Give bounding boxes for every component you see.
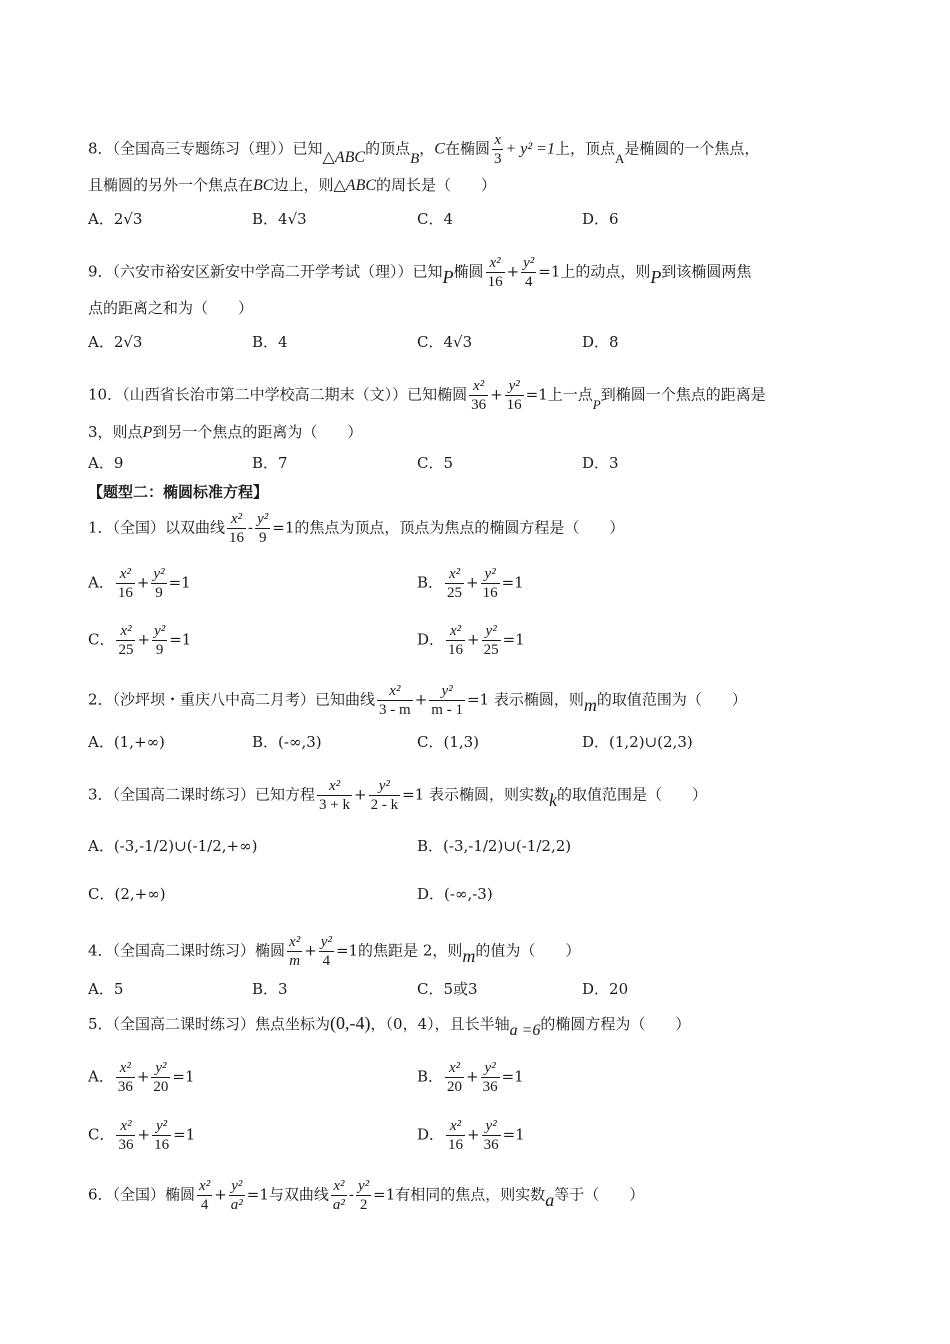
t6-text: 6．（全国）椭圆 <box>88 1185 196 1204</box>
option-label: A． <box>88 573 114 592</box>
option-label: D． <box>417 630 445 649</box>
frac-den: 9 <box>155 585 163 601</box>
q10-fraction-x <box>469 377 488 414</box>
frac-num: y² <box>369 777 401 796</box>
t3-fraction-x <box>317 777 352 814</box>
t5-text: ，（0，4），且长半轴 <box>370 1015 510 1033</box>
op: + <box>136 1067 150 1086</box>
q8-text: 的顶点 <box>365 139 411 158</box>
t2-line1: 2．（沙坪坝・重庆八中高二月考）已知曲线 $\frac{\text{x²}}{3 - m}$ + $\frac{\text{y²}}{m - 1}$ =1 表示椭圆，则m的取值范围为（ ） <box>88 683 747 718</box>
q10-text: 10．（山西省长治市第二中学校高二期末（文））已知椭圆 <box>88 385 468 404</box>
frac-den: 16 <box>487 274 503 290</box>
frac-num: x² <box>446 1117 465 1136</box>
frac-num: y² <box>153 566 165 582</box>
frac-den: 4 <box>200 1197 209 1213</box>
t3-fraction-y <box>369 777 401 814</box>
frac-num: x² <box>116 1059 135 1078</box>
frac-num: y² <box>482 1117 501 1136</box>
q8-text: 是椭圆的一个焦点， <box>624 139 760 158</box>
t4-fraction-y <box>319 933 334 970</box>
frac-den: 16 <box>229 530 245 546</box>
frac-num: y² <box>482 622 501 641</box>
t6-var-a: a <box>545 1189 555 1210</box>
eq: =1 <box>172 1067 195 1086</box>
t5-option-b[interactable] <box>417 1059 524 1096</box>
q8-line2 <box>88 174 496 197</box>
q9-text: 到该椭圆两焦 <box>661 262 752 281</box>
t1-text: 1．（全国）以双曲线 <box>88 518 226 537</box>
frac-num: y² <box>481 565 500 584</box>
option-label: B． <box>417 1067 444 1086</box>
frac-num: x² <box>317 777 352 796</box>
frac-num: y² <box>229 1177 245 1196</box>
q8-vertex-b: B <box>410 150 420 167</box>
q10-option-b[interactable]: B．7 <box>252 454 288 472</box>
t4-text: 4．（全国高二课时练习）椭圆 <box>88 941 286 960</box>
eq: =1 <box>502 630 525 649</box>
t6-text: 等于（ ） <box>554 1185 645 1204</box>
frac-x <box>116 622 135 659</box>
t6-fraction-1 <box>197 1177 212 1214</box>
frac-den: m - 1 <box>431 702 463 718</box>
t4-option-d[interactable]: D．20 <box>582 980 629 998</box>
frac-num: x² <box>116 622 135 641</box>
t4-var-m: m <box>462 945 476 966</box>
t1-text: =1的焦点为顶点，顶点为焦点的椭圆方程是（ ） <box>272 518 625 537</box>
t5-option-d[interactable] <box>417 1117 525 1154</box>
q9-option-b[interactable]: B．4 <box>252 333 288 351</box>
frac-x <box>446 622 465 659</box>
frac-num: y² <box>523 255 535 271</box>
frac-den: 36 <box>482 1079 498 1095</box>
t1-option-b[interactable] <box>417 565 524 602</box>
frac-den: 3 + k <box>319 797 351 813</box>
q8-comma: ， <box>419 139 435 158</box>
q10-text: 到椭圆一个焦点的距离是 <box>600 385 766 404</box>
frac-den: 16 <box>448 1137 464 1153</box>
t3-text: =1 表示椭圆，则实数 <box>402 785 549 804</box>
t3-line1: 3．（全国高二课时练习）已知方程 $\frac{\text{x²}}{3 + k}$ + $\frac{\text{y²}}{2 - k}$ =1 表示椭圆，则实数k的取值范围是（ ） <box>88 778 707 813</box>
frac-x <box>116 565 135 602</box>
frac-den: 2 - k <box>370 797 399 813</box>
frac-num: x² <box>446 622 465 641</box>
op: + <box>137 630 151 649</box>
q10-point-p: P <box>592 396 601 412</box>
t5-option-a[interactable] <box>88 1059 195 1096</box>
frac-den: 36 <box>118 1137 134 1153</box>
frac-den: 36 <box>471 397 487 413</box>
q8-fraction <box>492 131 504 168</box>
q8-option-b[interactable]: B．4√3 <box>252 210 307 228</box>
op: + <box>136 573 150 592</box>
q9-line1: 9．（六安市裕安区新安中学高二开学考试（理））已知P椭圆 $\frac{\text{x²}}{16}$ + $\frac{\text{y²}}{4}$ =1上的动点，则P到该椭圆两焦 <box>88 255 752 290</box>
q8-triangle: △ABC <box>333 177 377 194</box>
q9-line2: 点的距离之和为（ ） <box>88 299 254 317</box>
q10-text: =1上一点 <box>525 385 593 404</box>
frac-den: 4 <box>524 274 533 290</box>
t6-fraction-4 <box>356 1177 371 1214</box>
t1-option-d[interactable] <box>417 622 525 659</box>
op: + <box>467 1125 480 1144</box>
t3-option-c[interactable]: C．(2,+∞) <box>88 885 166 903</box>
frac-num: x² <box>199 1178 211 1194</box>
q10-fraction-y <box>505 377 524 414</box>
q10-line2 <box>88 421 362 444</box>
op: + <box>466 573 479 592</box>
t1-fraction-x <box>227 510 246 547</box>
q8-text: 边上，则 <box>273 176 334 194</box>
frac-num: y² <box>357 1178 370 1194</box>
frac-den: 25 <box>447 585 463 601</box>
frac-den: 16 <box>482 585 498 601</box>
q10-line1: 10．（山西省长治市第二中学校高二期末（文））已知椭圆 $\frac{\text{x²}}{36}$ + $\frac{\text{y²}}{16}$ =1上一点P到椭圆一个焦点的距离是 <box>88 378 766 413</box>
option-label: B． <box>417 573 444 592</box>
frac-num: x <box>492 131 504 150</box>
frac-x <box>446 1117 465 1154</box>
t6-fraction-3 <box>331 1177 347 1214</box>
q8-option-d[interactable]: D．6 <box>582 210 619 228</box>
q8-line1 <box>88 131 759 168</box>
t4-line1: 4．（全国高二课时练习）椭圆 $\frac{\text{x²}}{m}$ + $\frac{\text{y²}}{4}$ =1的焦距是 2，则m的值为（ ） <box>88 934 581 969</box>
q9-fraction-x <box>486 254 505 291</box>
frac-den: a² <box>332 1197 345 1213</box>
frac-y <box>151 1059 170 1096</box>
q10-option-d[interactable]: D．3 <box>582 454 619 472</box>
q8-option-c[interactable]: C．4 <box>417 210 454 228</box>
q8-equation: + y² =1 <box>505 140 555 158</box>
eq: =1 <box>168 573 191 592</box>
t1-fraction-y <box>255 510 270 547</box>
frac-num: x² <box>469 377 488 396</box>
t5-line1 <box>88 1012 691 1039</box>
frac-den: 20 <box>153 1079 169 1095</box>
t2-option-b[interactable]: B．(-∞,3) <box>252 733 322 751</box>
frac-num: x² <box>227 510 246 529</box>
t1-option-a[interactable] <box>88 565 191 602</box>
frac-den: 9 <box>155 642 164 658</box>
t4-text: 的值为（ ） <box>475 941 581 960</box>
frac-num: y² <box>481 1059 500 1078</box>
frac-den: 4 <box>322 953 331 969</box>
frac-den: 25 <box>483 642 499 658</box>
frac-den: 9 <box>258 530 267 546</box>
option-label: C． <box>88 1125 115 1144</box>
q9-text: 9．（六安市裕安区新安中学高二开学考试（理））已知 <box>88 262 443 281</box>
t1-option-c[interactable] <box>88 622 191 659</box>
q8-text: 在椭圆 <box>444 139 490 158</box>
t2-option-c[interactable]: C．(1,3) <box>417 733 480 751</box>
t6-text: =1与双曲线 <box>246 1185 329 1204</box>
q8-text: 且椭圆的另外一个焦点在 <box>88 176 254 194</box>
t3-option-a[interactable]: A．(-3,-1/2)∪(-1/2,+∞) <box>88 837 258 855</box>
frac-den: 2 <box>359 1197 368 1213</box>
frac-y <box>481 1059 500 1096</box>
q9-option-c[interactable]: C．4√3 <box>417 333 473 351</box>
t2-fraction-x <box>377 682 413 719</box>
op: + <box>466 1067 479 1086</box>
frac-x <box>116 1117 135 1154</box>
t2-var-m: m <box>583 694 597 715</box>
q10-option-c[interactable]: C．5 <box>417 454 454 472</box>
t5-semi-axis: a =6 <box>509 1022 541 1039</box>
q9-option-d[interactable]: D．8 <box>582 333 619 351</box>
t2-option-d[interactable]: D．(1,2)∪(2,3) <box>582 733 693 751</box>
q9-point-p: P <box>650 266 662 287</box>
frac-num: x² <box>331 1177 347 1196</box>
t5-text: 的椭圆方程为（ ） <box>540 1015 691 1033</box>
q8-vertex-a: A <box>614 150 625 166</box>
t4-fraction-x <box>287 933 302 970</box>
frac-den: 16 <box>448 642 464 658</box>
frac-den: 3 <box>493 151 502 167</box>
t3-text: 3．（全国高二课时练习）已知方程 <box>88 785 316 804</box>
frac-den: 36 <box>483 1137 499 1153</box>
frac-den: a² <box>230 1197 243 1213</box>
t4-text: =1的焦距是 2，则 <box>335 941 463 960</box>
frac-den: m <box>289 953 301 969</box>
frac-num: x² <box>116 1117 135 1136</box>
t6-fraction-2 <box>229 1177 245 1214</box>
frac-num: y² <box>320 934 332 950</box>
t3-var-k: k <box>548 789 557 810</box>
t5-option-c[interactable] <box>88 1117 195 1154</box>
frac-y <box>482 1117 501 1154</box>
eq: =1 <box>501 573 524 592</box>
q8-bc: BC <box>253 177 274 194</box>
frac-num: y² <box>154 623 166 639</box>
t3-option-b[interactable]: B．(-3,-1/2)∪(-1/2,2) <box>417 837 572 855</box>
frac-num: y² <box>257 511 269 527</box>
frac-den: 16 <box>154 1137 170 1153</box>
q8-option-a[interactable]: A．2√3 <box>88 210 143 228</box>
t4-option-a[interactable]: A．5 <box>88 980 124 998</box>
q9-text: =1上的动点，则 <box>538 262 651 281</box>
frac-den: 16 <box>506 397 522 413</box>
frac-x <box>445 1059 464 1096</box>
q8-text: 8．（全国高三专题练习（理））已知 <box>88 139 323 158</box>
op: + <box>137 1125 151 1144</box>
section-heading: 【题型二：椭圆标准方程】 <box>88 483 269 501</box>
frac-num: x² <box>486 254 505 273</box>
frac-num: x² <box>289 934 301 950</box>
frac-y <box>151 565 166 602</box>
t2-fraction-y <box>429 682 465 719</box>
t1-line1: 1．（全国）以双曲线 $\frac{\text{x²}}{16}$ - $\frac{\text{y²}}{9}$ =1的焦点为顶点，顶点为焦点的椭圆方程是（ ） <box>88 511 625 546</box>
frac-num: y² <box>429 682 465 701</box>
t4-option-b[interactable]: B．3 <box>252 980 288 998</box>
q8-text: 上，顶点 <box>554 139 615 158</box>
eq: =1 <box>173 1125 196 1144</box>
t2-option-a[interactable]: A．(1,+∞) <box>88 733 165 751</box>
frac-y <box>482 622 501 659</box>
q8-text: 的周长是（ ） <box>376 176 497 194</box>
q9-fraction-y <box>521 254 536 291</box>
t6-text: =1有相同的焦点，则实数 <box>373 1185 546 1204</box>
frac-y <box>481 565 500 602</box>
frac-x <box>116 1059 135 1096</box>
t2-text: 的取值范围为（ ） <box>596 690 747 709</box>
frac-x <box>445 565 464 602</box>
frac-y <box>152 622 167 659</box>
t5-point: (0,-4) <box>330 1013 371 1033</box>
frac-num: y² <box>152 1117 171 1136</box>
q9-point-p: P <box>442 266 454 287</box>
eq: =1 <box>169 630 192 649</box>
op: + <box>467 630 480 649</box>
frac-num: x² <box>116 565 135 584</box>
q9-text: 椭圆 <box>453 262 484 281</box>
frac-num: x² <box>445 1059 464 1078</box>
q10-point-p: P <box>142 424 153 441</box>
q10-option-a[interactable]: A．9 <box>88 454 124 472</box>
frac-num: x² <box>377 682 413 701</box>
q8-vertex-c: C <box>434 140 445 158</box>
t3-text: 的取值范围是（ ） <box>556 785 707 804</box>
frac-num: x² <box>445 565 464 584</box>
t4-option-c[interactable]: C．5或3 <box>417 980 478 998</box>
option-label: D． <box>417 1125 445 1144</box>
frac-den: 20 <box>447 1079 463 1095</box>
t3-option-d[interactable]: D．(-∞,-3) <box>417 885 493 903</box>
option-label: A． <box>88 1067 114 1086</box>
eq: =1 <box>502 1125 525 1144</box>
frac-den: 36 <box>117 1079 133 1095</box>
t2-text: 2．（沙坪坝・重庆八中高二月考）已知曲线 <box>88 690 376 709</box>
q9-option-a[interactable]: A．2√3 <box>88 333 143 351</box>
frac-num: y² <box>505 377 524 396</box>
q10-text: 3，则点 <box>88 423 143 441</box>
frac-den: 25 <box>118 642 134 658</box>
frac-den: 3 - m <box>379 702 411 718</box>
t6-line1: 6．（全国）椭圆 $\frac{\text{x²}}{4}$ + $\frac{\text{y²}}{\text{a²}}$ =1与双曲线 $\frac{\text{x²}}{\text{a²}}$ - $\frac{\text{y²}}{2}$ =1有相同的焦点，则实数a等于（ ） <box>88 1178 645 1213</box>
t5-text: 5．（全国高二课时练习）焦点坐标为 <box>88 1015 331 1033</box>
frac-den: 16 <box>117 585 133 601</box>
frac-y <box>152 1117 171 1154</box>
t2-text: =1 表示椭圆，则 <box>466 690 584 709</box>
eq: =1 <box>501 1067 524 1086</box>
q10-text: 到另一个焦点的距离为（ ） <box>152 423 363 441</box>
frac-num: y² <box>151 1059 170 1078</box>
q8-triangle: △ABC <box>322 148 366 166</box>
option-label: C． <box>88 630 115 649</box>
